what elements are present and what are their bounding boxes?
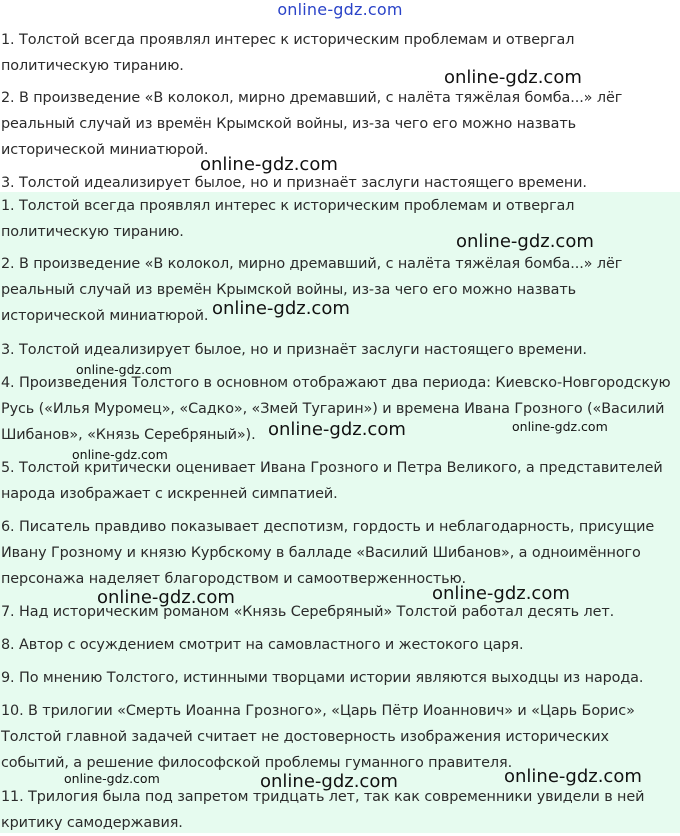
answer-10: 10. В трилогии «Смерть Иоанна Грозного», «Царь Пётр Иоаннович» и «Царь Борис» Толстой главной задачей считает не достоверность изображения исторических событий, а решение философской проблемы гуманного правителя. — [1, 703, 635, 771]
watermark: online-gdz.com — [512, 419, 608, 434]
top-answer-3: 3. Толстой идеализирует былое, но и признаёт заслуги настоящего времени. — [1, 175, 587, 191]
watermark: online-gdz.com — [268, 419, 406, 440]
answer-1: 1. Толстой всегда проявлял интерес к историческим проблемам и отвергал политическую тиранию. — [1, 198, 575, 240]
answer-5: 5. Толстой критически оценивает Ивана Грозного и Петра Великого, а представителей народа изображает с искренней симпатией. — [1, 460, 663, 502]
site-logo[interactable]: online-gdz.com — [277, 0, 403, 19]
watermark: online-gdz.com — [97, 587, 235, 608]
top-answer-2: 2. В произведение «В колокол, мирно дремавший, с налёта тяжёлая бомба...» лёг реальный случай из времён Крымской войны, из-за чего его можно назвать исторической миниатюрой. — [1, 90, 623, 158]
answer-7: 7. Над историческим романом «Князь Серебряный» Толстой работал десять лет. — [1, 604, 615, 620]
answer-3: 3. Толстой идеализирует былое, но и признаёт заслуги настоящего времени. — [1, 342, 587, 358]
answer-2: 2. В произведение «В колокол, мирно дремавший, с налёта тяжёлая бомба...» лёг реальный случай из времён Крымской войны, из-за чего его можно назвать исторической миниатюрой. — [1, 256, 623, 324]
watermark: online-gdz.com — [212, 298, 350, 319]
watermark: online-gdz.com — [444, 67, 582, 88]
watermark: online-gdz.com — [64, 771, 160, 786]
answer-6: 6. Писатель правдиво показывает деспотизм, гордость и неблагодарность, присущие Ивану Грозному и князю Курбскому в балладе «Василий Шибанов», а одноимённого персонажа наделяет благородством и самоотверженностью. — [1, 519, 655, 587]
watermark: online-gdz.com — [456, 231, 594, 252]
watermark: online-gdz.com — [504, 766, 642, 787]
answer-11: 11. Трилогия была под запретом тридцать лет, так как современники увидели в ней критику самодержавия. — [1, 789, 645, 831]
watermark: online-gdz.com — [432, 583, 570, 604]
watermark: online-gdz.com — [200, 154, 338, 175]
watermark: online-gdz.com — [260, 771, 398, 792]
answer-8: 8. Автор с осуждением смотрит на самовластного и жестокого царя. — [1, 637, 524, 653]
watermark: online-gdz.com — [72, 447, 168, 462]
top-answer-1: 1. Толстой всегда проявлял интерес к историческим проблемам и отвергал политическую тиранию. — [1, 32, 575, 74]
answer-4: 4. Произведения Толстого в основном отображают два периода: Киевско-Новгородскую Русь («Илья Муромец», «Садко», «Змей Тугарин») и времена Ивана Грозного («Василий Шибанов», «Князь Серебряный»). — [1, 375, 671, 443]
watermark: online-gdz.com — [76, 362, 172, 377]
answer-9: 9. По мнению Толстого, истинными творцами истории являются выходцы из народа. — [1, 670, 644, 686]
